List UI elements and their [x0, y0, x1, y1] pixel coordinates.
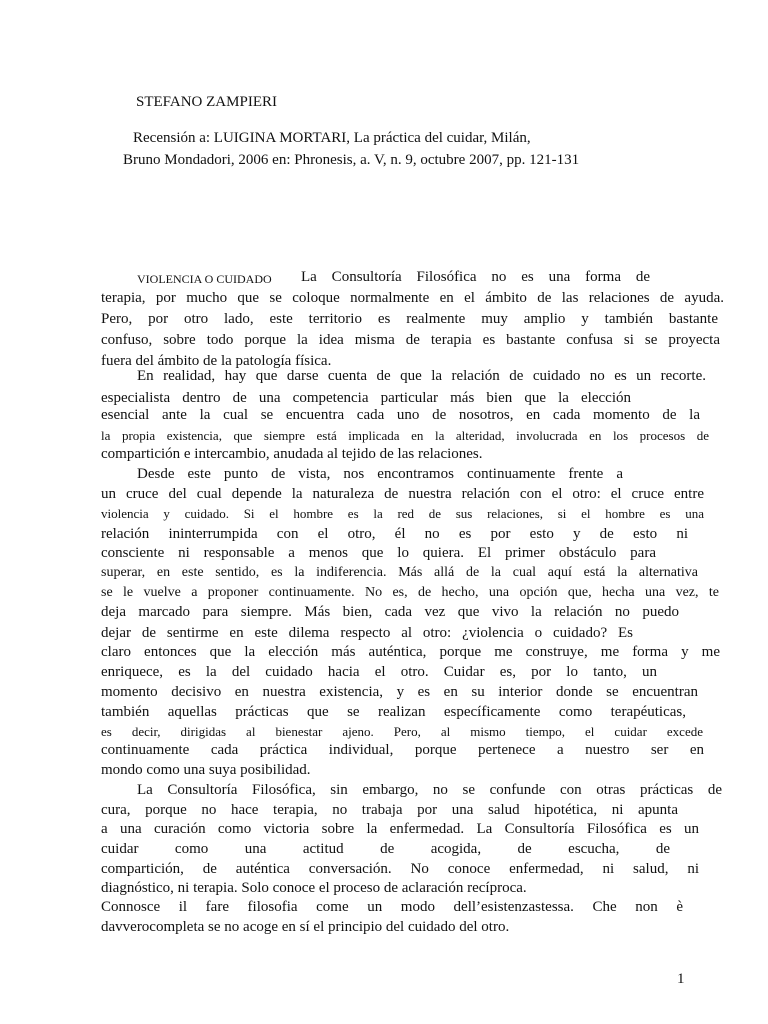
text-line: continuamente cada práctica individual, porque pertenece a nuestro ser en — [101, 742, 704, 758]
author-name: STEFANO ZAMPIERI — [136, 94, 277, 110]
text-line: se le vuelve a proponer continuamente. No es, de hecho, una opción que, hecha una vez, te — [101, 585, 719, 600]
text-line: consciente ni responsable a menos que lo quiera. El primer obstáculo para — [101, 545, 656, 561]
section-title: VIOLENCIA O CUIDADO — [137, 272, 272, 286]
text-line: mondo como una suya posibilidad. — [101, 762, 311, 778]
text-line: violencia y cuidado. Si el hombre es la red de sus relaciones, si el hombre es una — [101, 506, 704, 521]
text-line: Pero, por otro lado, este territorio es realmente muy amplio y también bastante — [101, 311, 718, 327]
text-line: Connosce il fare filosofia come un modo dell’esistenzastessa. Che non è — [101, 899, 683, 915]
page-number: 1 — [677, 971, 685, 987]
text-line: momento decisivo en nuestra existencia, y es en su interior donde se encuentran — [101, 684, 698, 700]
citation-line-2: Bruno Mondadori, 2006 en: Phronesis, a. V, n. 9, octubre 2007, pp. 121-131 — [123, 152, 580, 168]
text-line: a una curación como victoria sobre la enfermedad. La Consultoría Filosófica es un — [101, 821, 699, 837]
text-line: relación ininterrumpida con el otro, él no es por esto y de esto ni — [101, 526, 688, 542]
text-line: claro entonces que la elección más auténtica, porque me construye, me forma y me — [101, 644, 720, 660]
text-line: cuidar como una actitud de acogida, de escucha, de — [101, 841, 670, 857]
text-line: también aquellas prácticas que se realizan específicamente como terapéuticas, — [101, 704, 686, 720]
text-line: diagnóstico, ni terapia. Solo conoce el proceso de aclaración recíproca. — [101, 880, 527, 896]
text-line: terapia, por mucho que se coloque normalmente en el ámbito de las relaciones de ayuda. — [101, 290, 724, 306]
text-line: confuso, sobre todo porque la idea misma de terapia es bastante confusa si se proyecta — [101, 332, 720, 348]
text-line: davverocompleta se no acoge en sí el principio del cuidado del otro. — [101, 919, 510, 935]
text-line: esencial ante la cual se encuentra cada uno de nosotros, en cada momento de la — [101, 407, 700, 423]
text-line: enriquece, es la del cuidado hacia el otro. Cuidar es, por lo tanto, un — [101, 664, 657, 680]
text-line: deja marcado para siempre. Más bien, cada vez que vivo la relación no puedo — [101, 604, 679, 620]
text-line: En realidad, hay que darse cuenta de que la relación de cuidado no es un recorte. — [137, 368, 706, 384]
text-line: compartición, de auténtica conversación. No conoce enfermedad, ni salud, ni — [101, 861, 699, 877]
text-line: compartición e intercambio, anudada al tejido de las relaciones. — [101, 446, 483, 462]
text-line: es decir, dirigidas al bienestar ajeno. Pero, al mismo tiempo, el cuidar excede — [101, 724, 703, 739]
text-line: especialista dentro de una competencia particular más bien que la elección — [101, 390, 631, 406]
text-line: La Consultoría Filosófica no es una forma de — [301, 269, 650, 285]
citation-line-1: Recensión a: LUIGINA MORTARI, La práctica del cuidar, Milán, — [133, 130, 531, 146]
text-line: superar, en este sentido, es la indiferencia. Más allá de la cual aquí está la alternativa — [101, 565, 698, 580]
text-line: La Consultoría Filosófica, sin embargo, no se confunde con otras prácticas de — [137, 782, 722, 798]
text-line: Desde este punto de vista, nos encontramos continuamente frente a — [137, 466, 623, 482]
text-line: dejar de sentirme en este dilema respecto al otro: ¿violencia o cuidado? Es — [101, 625, 633, 641]
text-line: cura, porque no hace terapia, no trabaja por una salud hipotética, ni apunta — [101, 802, 678, 818]
text-line: la propia existencia, que siempre está implicada en la alteridad, involucrada en los procesos de — [101, 428, 709, 443]
text-line: un cruce del cual depende la naturaleza de nuestra relación con el otro: el cruce entre — [101, 486, 704, 502]
text-line: fuera del ámbito de la patología física. — [101, 353, 332, 369]
